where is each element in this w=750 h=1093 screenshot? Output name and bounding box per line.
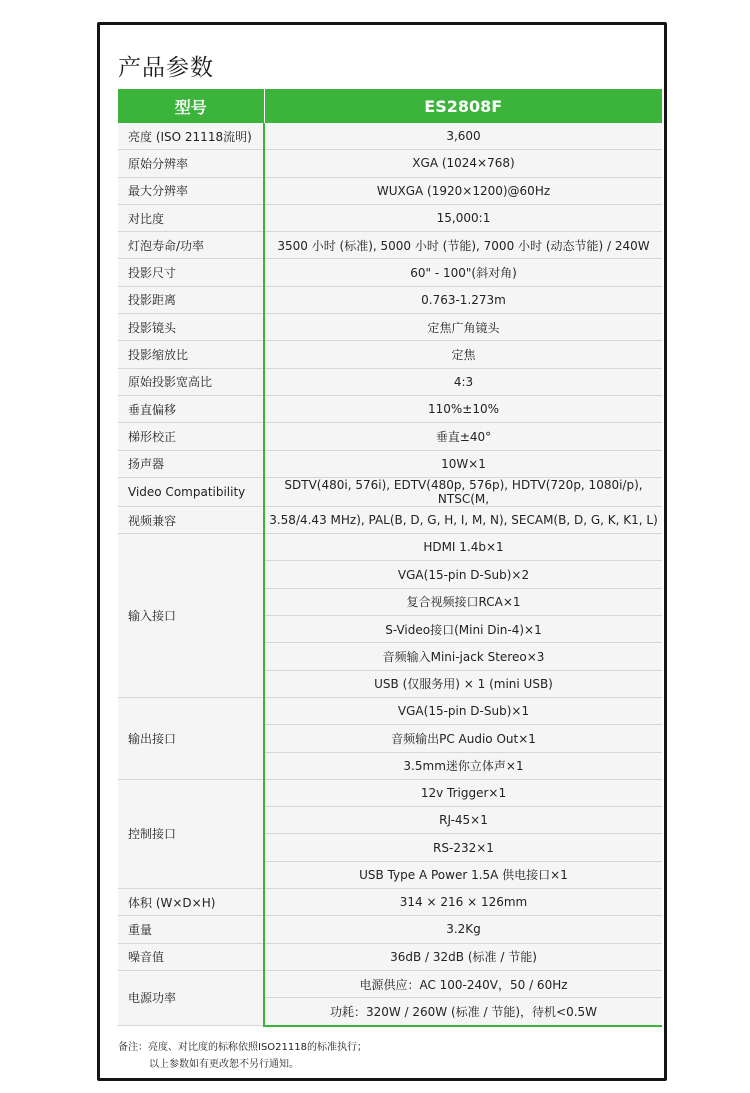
spec-value: 15,000:1 xyxy=(264,204,662,231)
table-row xyxy=(118,259,662,286)
spec-value: VGA(15-pin D-Sub)×1 xyxy=(264,697,662,724)
spec-key: 原始投影宽高比 xyxy=(118,368,264,395)
spec-value: 3.58/4.43 MHz), PAL(B, D, G, H, I, M, N), SECAM(B, D, G, K, K1, L) xyxy=(264,506,662,533)
spec-key: 体积 (W×D×H) xyxy=(118,889,264,916)
spec-value: 3.5mm迷你立体声×1 xyxy=(264,752,662,779)
spec-key: 垂直偏移 xyxy=(118,395,264,422)
spec-value: 定焦广角镜头 xyxy=(264,314,662,341)
spec-value: VGA(15-pin D-Sub)×2 xyxy=(264,561,662,588)
spec-value: 314 × 216 × 126mm xyxy=(264,889,662,916)
spec-value: RJ-45×1 xyxy=(264,807,662,834)
table-row xyxy=(118,232,662,259)
spec-value: 36dB / 32dB (标准 / 节能) xyxy=(264,943,662,970)
page-title: 产品参数 xyxy=(118,55,214,81)
spec-value: 音频输入Mini-jack Stereo×3 xyxy=(264,643,662,670)
spec-key: 投影距离 xyxy=(118,286,264,313)
spec-value: 电源供应：AC 100-240V，50 / 60Hz xyxy=(264,970,662,997)
spec-key-video-cn: 视频兼容 xyxy=(118,506,264,533)
spec-value: RS-232×1 xyxy=(264,834,662,861)
spec-key: 噪音值 xyxy=(118,943,264,970)
spec-value: S-Video接口(Mini Din-4)×1 xyxy=(264,616,662,643)
table-row xyxy=(118,177,662,204)
spec-key: 原始分辨率 xyxy=(118,150,264,177)
spec-value: 3,600 xyxy=(264,123,662,150)
spec-key: 投影镜头 xyxy=(118,314,264,341)
spec-key-control: 控制接口 xyxy=(118,779,264,888)
spec-key-input: 输入接口 xyxy=(118,534,264,698)
spec-value: 4:3 xyxy=(264,368,662,395)
spec-key: 投影尺寸 xyxy=(118,259,264,286)
table-row xyxy=(118,150,662,177)
table-row xyxy=(118,697,662,724)
spec-value: 垂直±40° xyxy=(264,423,662,450)
footnote xyxy=(118,1039,367,1073)
spec-key: 重量 xyxy=(118,916,264,943)
spec-value: 110%±10% xyxy=(264,395,662,422)
spec-key: 梯形校正 xyxy=(118,423,264,450)
header-model-value: ES2808F xyxy=(264,89,662,123)
table-row xyxy=(118,123,662,150)
spec-value: 60" - 100"(斜对角) xyxy=(264,259,662,286)
table-row xyxy=(118,943,662,970)
spec-key: 投影缩放比 xyxy=(118,341,264,368)
table-row xyxy=(118,916,662,943)
table-row xyxy=(118,970,662,997)
spec-key-power: 电源功率 xyxy=(118,970,264,1025)
spec-value: USB Type A Power 1.5A 供电接口×1 xyxy=(264,861,662,888)
spec-key: 亮度 (ISO 21118流明) xyxy=(118,123,264,150)
spec-value: 0.763-1.273m xyxy=(264,286,662,313)
spec-value: 12v Trigger×1 xyxy=(264,779,662,806)
table-row xyxy=(118,368,662,395)
table-row xyxy=(118,506,662,533)
table-row xyxy=(118,779,662,806)
spec-table xyxy=(118,89,662,1027)
spec-sheet-frame xyxy=(97,22,667,1081)
spec-value: 复合视频接口RCA×1 xyxy=(264,588,662,615)
table-row xyxy=(118,534,662,561)
spec-key-output: 输出接口 xyxy=(118,697,264,779)
spec-value: XGA (1024×768) xyxy=(264,150,662,177)
table-row xyxy=(118,423,662,450)
table-header-row xyxy=(118,89,662,123)
table-row xyxy=(118,286,662,313)
footnote-line: 备注：亮度、对比度的标称依照ISO21118的标准执行； xyxy=(118,1042,367,1053)
table-row xyxy=(118,204,662,231)
spec-value: 功耗：320W / 260W (标准 / 节能)，待机<0.5W xyxy=(264,998,662,1026)
spec-value: 3.2Kg xyxy=(264,916,662,943)
footnote-line: 以上参数如有更改恕不另行通知。 xyxy=(149,1059,299,1070)
spec-value: 音频输出PC Audio Out×1 xyxy=(264,725,662,752)
spec-value: 10W×1 xyxy=(264,450,662,477)
table-row xyxy=(118,477,662,506)
header-model-label: 型号 xyxy=(118,89,264,123)
spec-key: 灯泡寿命/功率 xyxy=(118,232,264,259)
table-row xyxy=(118,395,662,422)
spec-value: HDMI 1.4b×1 xyxy=(264,534,662,561)
spec-value: 定焦 xyxy=(264,341,662,368)
spec-key: 最大分辨率 xyxy=(118,177,264,204)
spec-key: 扬声器 xyxy=(118,450,264,477)
spec-key: 对比度 xyxy=(118,204,264,231)
table-row xyxy=(118,341,662,368)
spec-value: 3500 小时 (标准), 5000 小时 (节能), 7000 小时 (动态节能) / 240W xyxy=(264,232,662,259)
table-row xyxy=(118,450,662,477)
spec-value: SDTV(480i, 576i), EDTV(480p, 576p), HDTV(720p, 1080i/p), NTSC(M, xyxy=(264,477,662,506)
table-row xyxy=(118,889,662,916)
table-row xyxy=(118,314,662,341)
spec-value: USB (仅服务用) × 1 (mini USB) xyxy=(264,670,662,697)
spec-key-video-en: Video Compatibility xyxy=(118,477,264,506)
spec-value: WUXGA (1920×1200)@60Hz xyxy=(264,177,662,204)
